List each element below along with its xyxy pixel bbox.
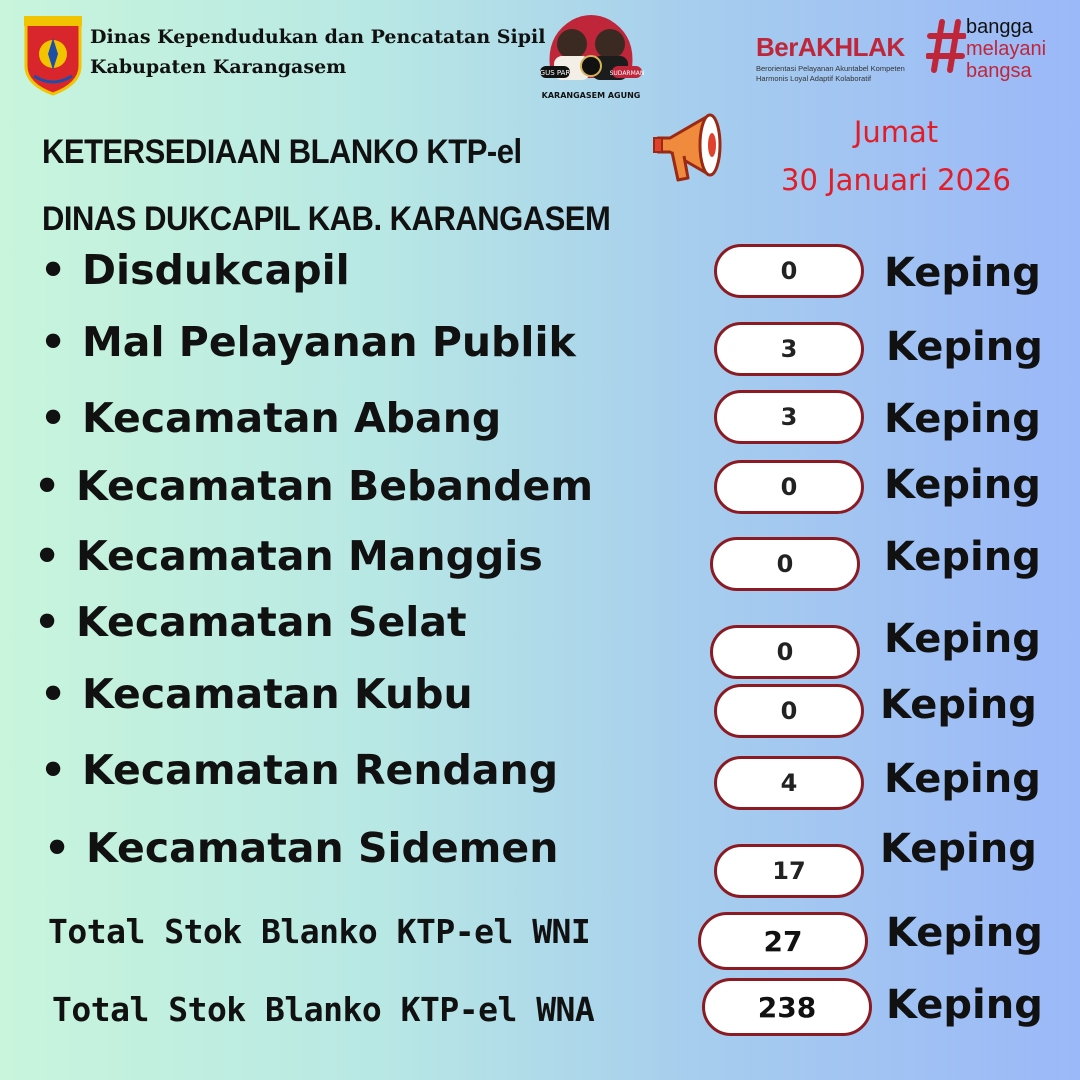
bangga-word-2: melayani [966, 38, 1047, 60]
berakhlak-logo: BerAKHLAK [756, 32, 905, 62]
bangga-word-3: bangsa [966, 60, 1032, 82]
unit-label: Keping [884, 250, 1041, 296]
list-item [40, 318, 576, 366]
megaphone-icon [648, 104, 736, 192]
unit-label: Keping [886, 324, 1043, 370]
org-line-2: Kabupaten Karangasem [90, 56, 347, 78]
bullet: • [34, 532, 61, 580]
value-pill: 3 [714, 390, 864, 444]
value-pill: 3 [714, 322, 864, 376]
date-block [756, 108, 1036, 204]
total-label-wna: Total Stok Blanko KTP-el WNA [52, 990, 595, 1029]
total-pill-wni: 27 [698, 912, 868, 970]
hashtag-icon [926, 14, 966, 76]
total-pill-wna: 238 [702, 978, 872, 1036]
unit-label: Keping [884, 616, 1041, 662]
bullet: • [34, 462, 61, 510]
list-item [40, 670, 473, 718]
list-item-label: Disdukcapil [82, 246, 350, 294]
list-item [34, 598, 467, 646]
berakhlak-tagline-2: Harmonis Loyal Adaptif Kolaboratif [756, 74, 872, 83]
organization-name [90, 22, 545, 82]
unit-label: Keping [884, 396, 1041, 442]
list-item-label: Kecamatan Rendang [82, 746, 559, 794]
list-item [40, 394, 501, 442]
berakhlak-tagline-1: Berorientasi Pelayanan Akuntabel Kompeten [756, 64, 905, 73]
list-item-label: Kecamatan Abang [82, 394, 502, 442]
unit-label: Keping [880, 826, 1037, 872]
bullet: • [34, 598, 61, 646]
unit-label: Keping [884, 534, 1041, 580]
title-line-2: DINAS DUKCAPIL KAB. KARANGASEM [42, 198, 611, 238]
list-item [34, 532, 543, 580]
bangga-melayani-bangsa [966, 16, 1046, 82]
value-pill: 0 [714, 460, 864, 514]
berakhlak-tagline [756, 64, 905, 84]
unit-label: Keping [886, 982, 1043, 1028]
value-pill: 17 [714, 844, 864, 898]
bullet: • [40, 394, 67, 442]
bangga-word-1: bangga [966, 16, 1033, 38]
bullet: • [40, 246, 67, 294]
list-item-label: Kecamatan Selat [76, 598, 467, 646]
bullet: • [44, 824, 71, 872]
list-item [40, 246, 350, 294]
leader-right-name: SUDARMAN [609, 70, 645, 77]
page-title [42, 118, 610, 252]
value-pill: 4 [714, 756, 864, 810]
list-item-label: Kecamatan Manggis [76, 532, 543, 580]
leaders-badge [532, 8, 650, 100]
date-day: Jumat [853, 115, 939, 149]
bullet: • [40, 670, 67, 718]
list-item [34, 462, 593, 510]
value-pill: 0 [710, 537, 860, 591]
unit-label: Keping [884, 756, 1041, 802]
value-pill: 0 [710, 625, 860, 679]
list-item-label: Mal Pelayanan Publik [82, 318, 576, 366]
list-item [44, 824, 558, 872]
leader-left-name: GUS PAR [539, 69, 571, 77]
title-line-1: KETERSEDIAAN BLANKO KTP-el [42, 131, 522, 171]
list-item-label: Kecamatan Bebandem [76, 462, 594, 510]
leader-caption: KARANGASEM AGUNG [541, 91, 641, 100]
list-item-label: Kecamatan Sidemen [86, 824, 559, 872]
unit-label: Keping [886, 910, 1043, 956]
bullet: • [40, 746, 67, 794]
unit-label: Keping [880, 682, 1037, 728]
value-pill: 0 [714, 684, 864, 738]
total-label-wni: Total Stok Blanko KTP-el WNI [48, 912, 591, 951]
value-pill: 0 [714, 244, 864, 298]
org-line-1: Dinas Kependudukan dan Pencatatan Sipil [90, 26, 546, 48]
list-item [40, 746, 558, 794]
list-item-label: Kecamatan Kubu [82, 670, 473, 718]
date-full: 30 Januari 2026 [781, 163, 1011, 197]
bullet: • [40, 318, 67, 366]
karangasem-crest-icon [22, 14, 84, 96]
unit-label: Keping [884, 462, 1041, 508]
